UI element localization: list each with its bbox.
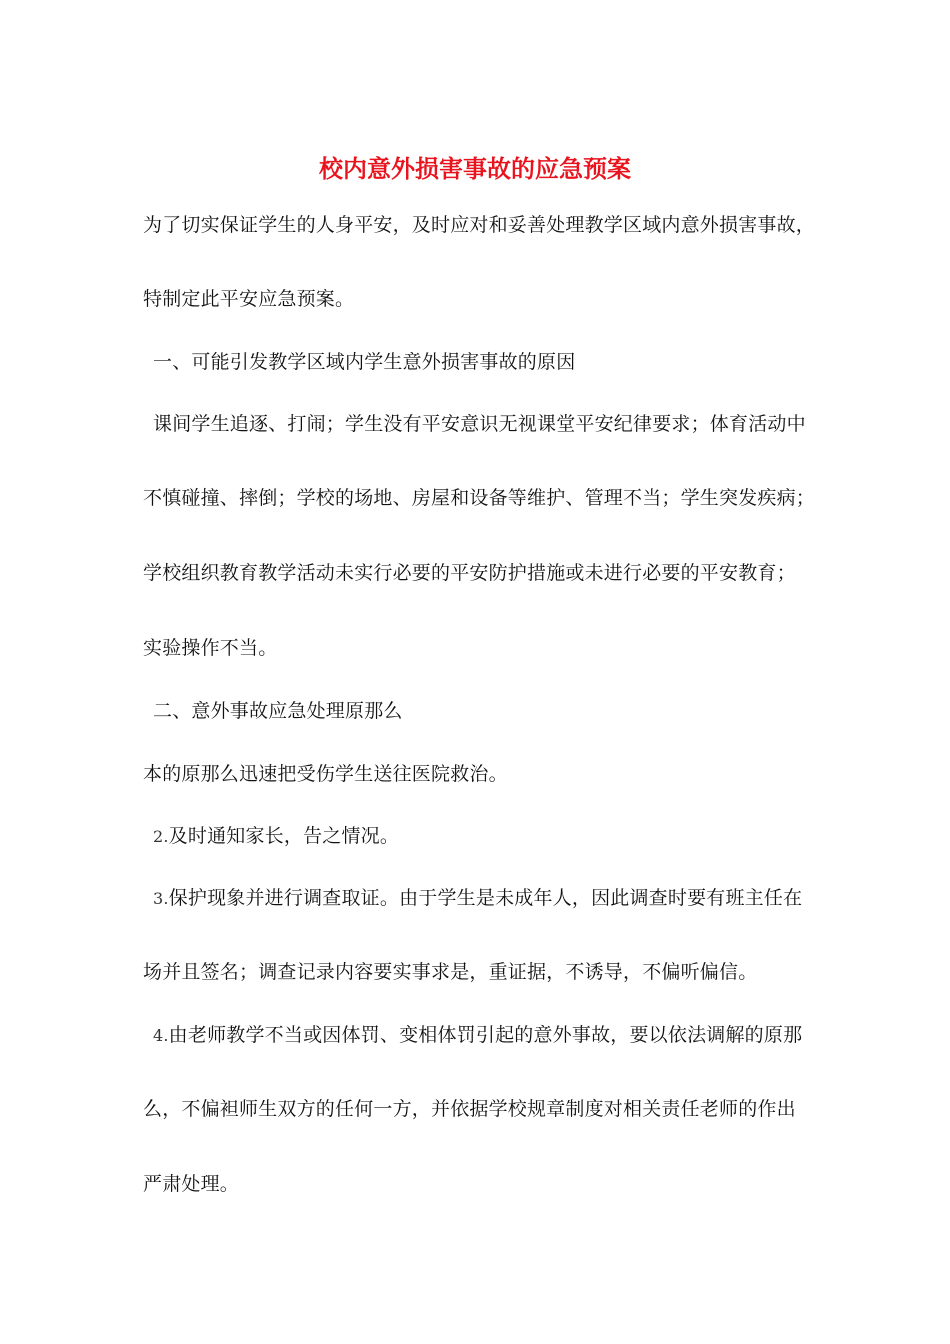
section-2-item-4-line-3: 严肃处理。 (143, 1173, 240, 1195)
intro-line-1: 为了切实保证学生的人身平安，及时应对和妥善处理教学区域内意外损害事故， (143, 214, 816, 236)
item-text: 保护现象并进行调查取证。由于学生是未成年人，因此调查时要有班主任在 (168, 887, 803, 909)
section-1-line-3: 学校组织教育教学活动未实行必要的平安防护措施或未进行必要的平安教育； (143, 562, 796, 584)
section-2-heading: 二、意外事故应急处理原那么 (153, 700, 403, 722)
item-text: 由老师教学不当或因体罚、变相体罚引起的意外事故，要以依法调解的原那 (168, 1024, 803, 1046)
section-2-item-4-line-2: 么，不偏袒师生双方的任何一方，并依据学校规章制度对相关责任老师的作出 (143, 1098, 796, 1120)
section-1-line-4: 实验操作不当。 (143, 637, 278, 659)
intro-line-2: 特制定此平安应急预案。 (143, 288, 355, 310)
section-2-item-3-line-1 (153, 885, 802, 912)
item-number: 3. (153, 889, 169, 908)
section-2-item-2 (153, 823, 399, 850)
section-2-item-1: 本的原那么迅速把受伤学生送往医院救治。 (143, 763, 508, 785)
section-1-line-1: 课间学生追逐、打闹；学生没有平安意识无视课堂平安纪律要求；体育活动中 (153, 413, 806, 435)
section-2-item-4-line-1 (153, 1022, 802, 1049)
item-text: 及时通知家长，告之情况。 (168, 825, 400, 847)
section-1-line-2: 不慎碰撞、摔倒；学校的场地、房屋和设备等维护、管理不当；学生突发疾病； (143, 487, 816, 509)
document-title: 校内意外损害事故的应急预案 (319, 154, 631, 183)
item-number: 4. (153, 1026, 169, 1045)
section-2-item-3-line-2: 场并且签名；调查记录内容要实事求是，重证据，不诱导，不偏听偏信。 (143, 961, 758, 983)
item-number: 2. (153, 827, 169, 846)
section-1-heading: 一、可能引发教学区域内学生意外损害事故的原因 (153, 351, 576, 373)
